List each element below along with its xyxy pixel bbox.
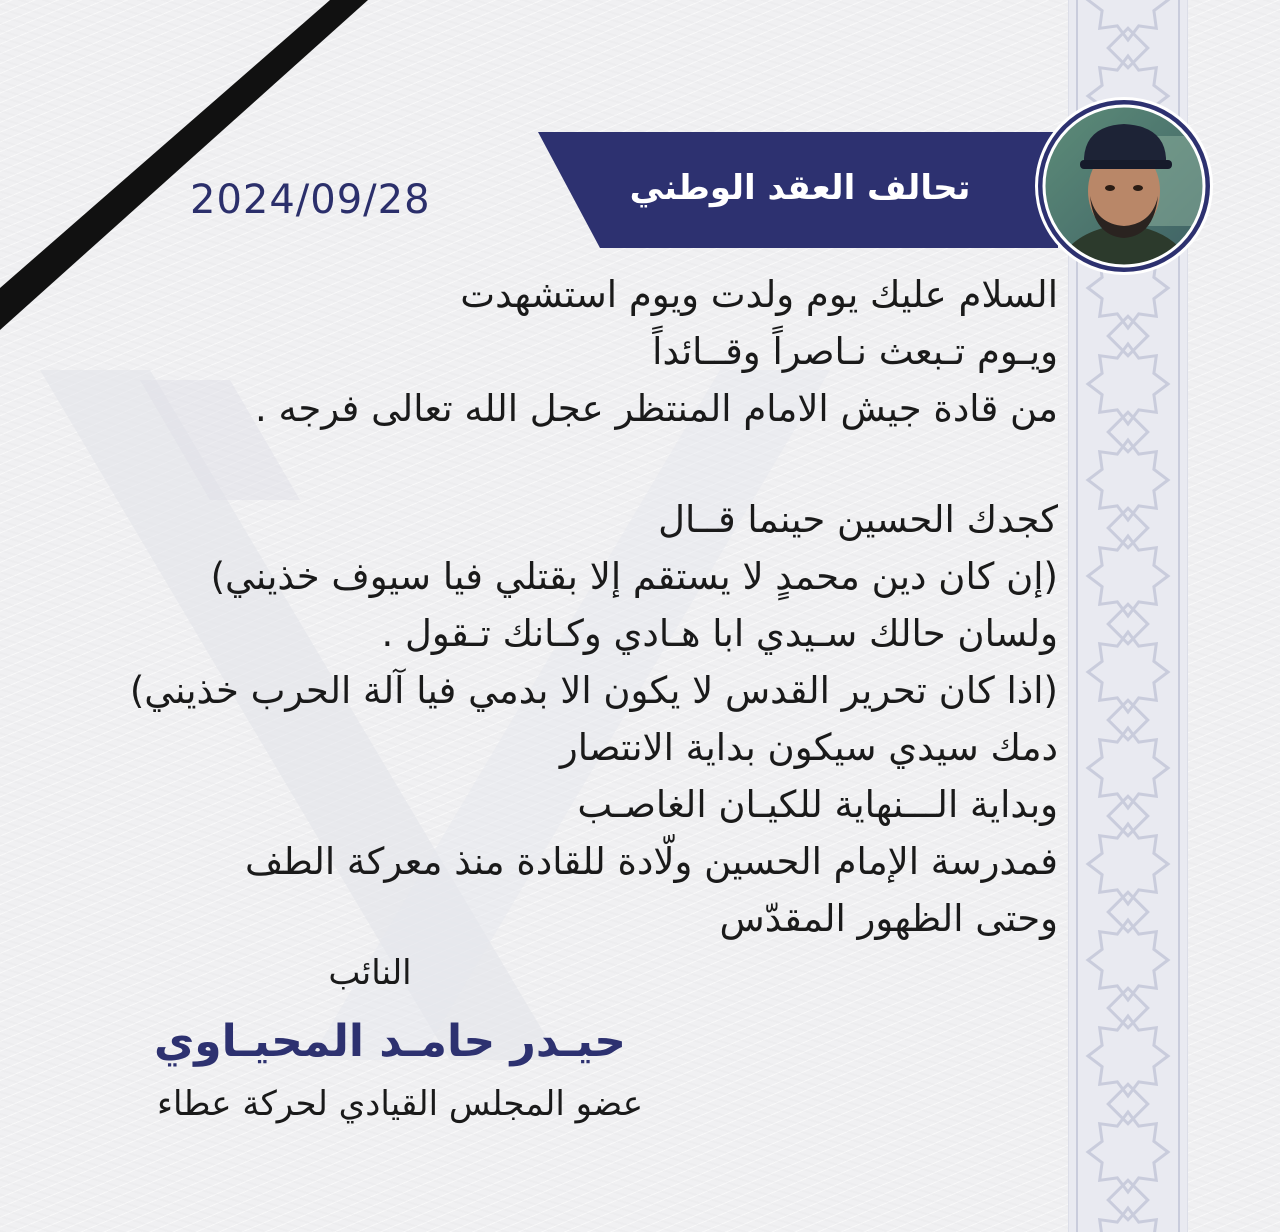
message-line: فمدرسة الإمام الحسين ولّادة للقادة منذ معركة الطف xyxy=(244,840,1058,883)
ornament-diamond xyxy=(1108,316,1148,356)
ornament-diamond xyxy=(1108,508,1148,548)
ornament-diamond xyxy=(1108,796,1148,836)
message-line: ويـوم تـبعث نـاصراً وقــائداً xyxy=(652,330,1058,373)
ornament-diamond xyxy=(1108,604,1148,644)
message-line: السلام عليك يوم ولدت ويوم استشهدت xyxy=(460,273,1058,316)
signature-title: النائب xyxy=(328,953,412,993)
header-title: تحالف العقد الوطني xyxy=(629,168,971,208)
date-label: 2024/09/28 xyxy=(190,177,431,223)
message-body xyxy=(98,266,1058,947)
signature-role: عضو المجلس القيادي لحركة عطاء xyxy=(157,1084,643,1124)
message-line: (إن كان دين محمدٍ لا يستقم إلا بقتلي فيا سيوف خذيني) xyxy=(210,555,1058,598)
message-line: ولسان حالك سـيدي ابا هـادي وكـانك تـقول . xyxy=(381,612,1058,655)
signature-name: حيـدر حامـد المحيـاوي xyxy=(153,1016,627,1067)
ornament-diamond xyxy=(1108,1180,1148,1220)
message-line: (اذا كان تحرير القدس لا يكون الا بدمي فيا آلة الحرب خذيني) xyxy=(129,669,1058,712)
message-line: دمك سيدي سيكون بداية الانتصار xyxy=(559,726,1058,769)
paragraph-gap xyxy=(98,437,1058,491)
ornament-diamond xyxy=(1108,892,1148,932)
ornament-diamond xyxy=(1108,700,1148,740)
ornament-diamond xyxy=(1108,28,1148,68)
message-line: من قادة جيش الامام المنتظر عجل الله تعالى فرجه . xyxy=(254,387,1058,430)
ornament-diamond xyxy=(1108,412,1148,452)
ornament-star xyxy=(1088,0,1168,40)
ornament-diamond xyxy=(1108,988,1148,1028)
message-line: وحتى الظهور المقدّس xyxy=(719,897,1058,940)
message-line: وبداية الـــنهاية للكيـان الغاصـب xyxy=(577,783,1058,826)
message-line: كجدك الحسين حينما قــال xyxy=(658,498,1058,541)
ornament-diamond xyxy=(1108,1084,1148,1124)
portrait-photo xyxy=(1034,96,1214,276)
